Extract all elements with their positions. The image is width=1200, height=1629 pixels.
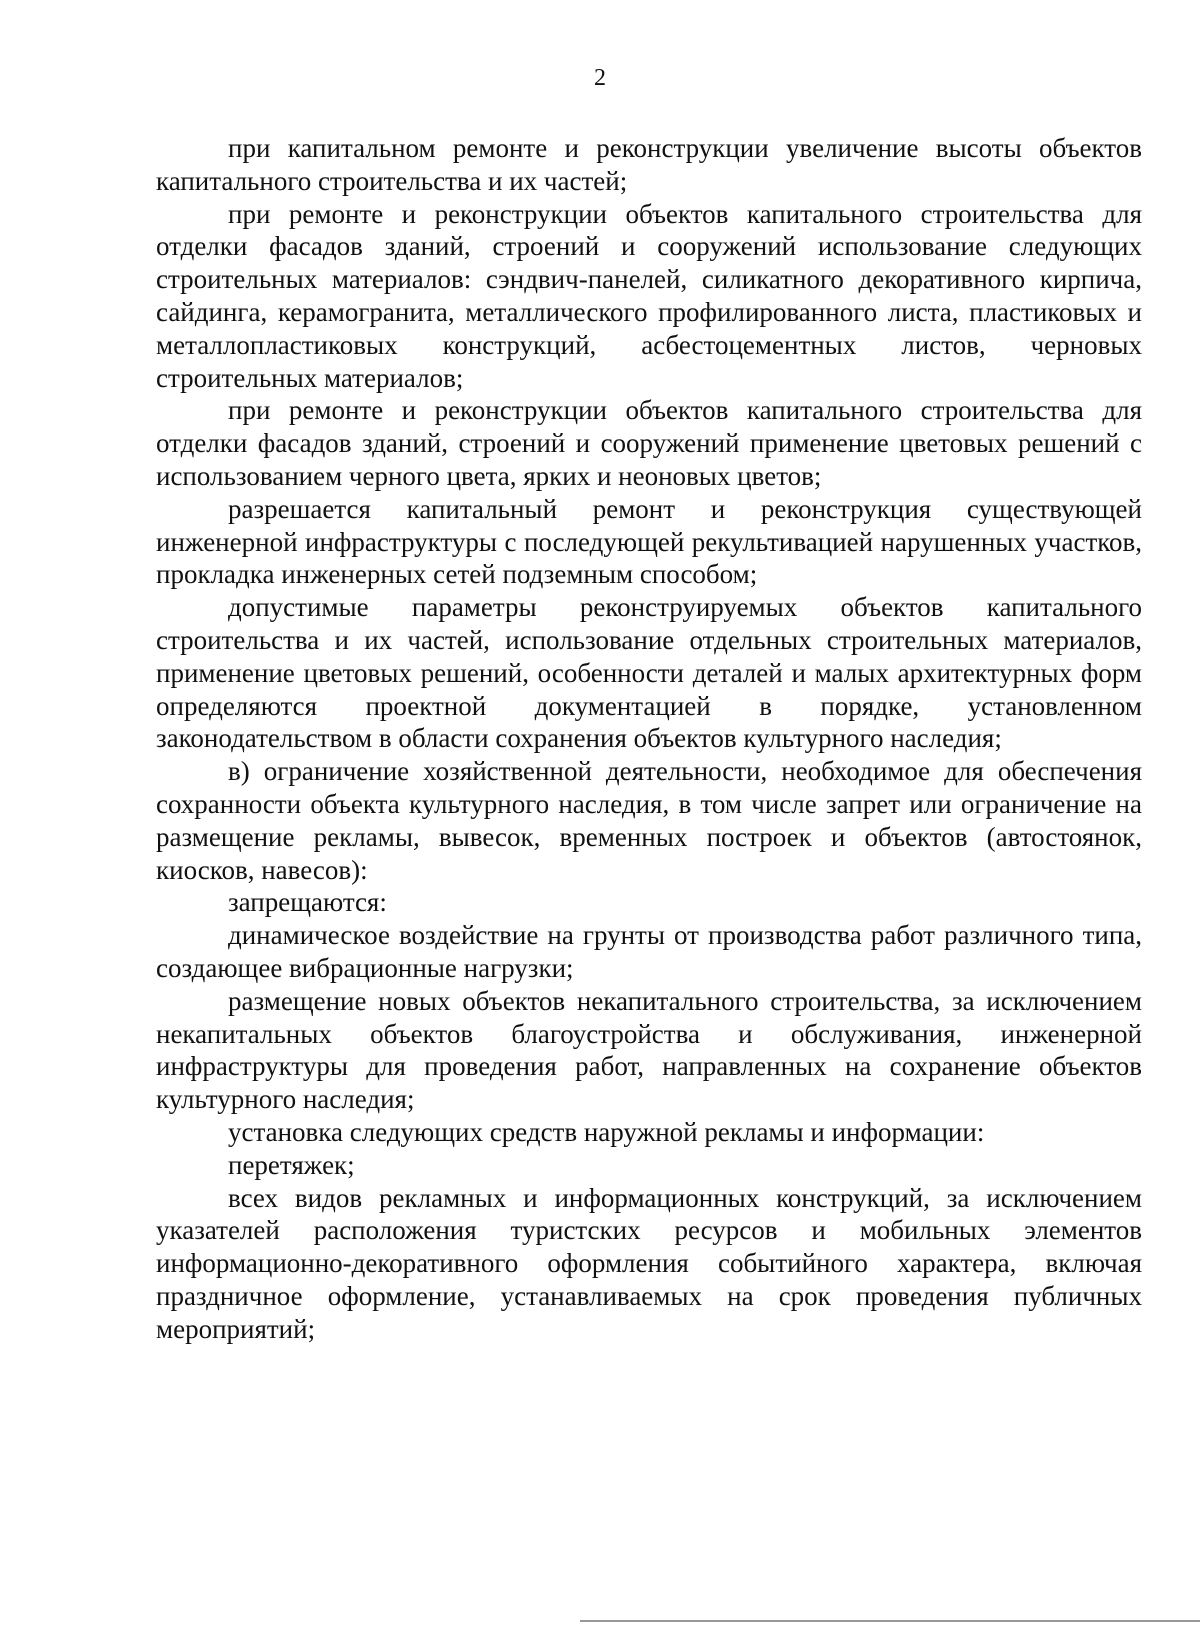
paragraph: динамическое воздействие на грунты от производства работ различного типа, создающее вибрационные нагрузки; xyxy=(156,920,1142,983)
document-body xyxy=(156,132,1142,1345)
page-number: 2 xyxy=(594,65,606,91)
paragraph: всех видов рекламных и информационных конструкций, за исключением указателей расположения туристских ресурсов и мобильных элементов информационно-декоративного оформления событийного характера, включая праздничное оформление, устанавливаемых на срок проведения публичных мероприятий; xyxy=(156,1182,1142,1344)
paragraph: в) ограничение хозяйственной деятельности, необходимое для обеспечения сохранности объекта культурного наследия, в том числе запрет или ограничение на размещение рекламы, вывесок, временных построек и объектов (автостоянок, киосков, навесов): xyxy=(156,756,1142,885)
paragraph: установка следующих средств наружной рекламы и информации: xyxy=(228,1116,985,1147)
paragraph: размещение новых объектов некапитального строительства, за исключением некапитальных объектов благоустройства и обслуживания, инженерной инфраструктуры для проведения работ, направленных на сохранение объектов культурного наследия; xyxy=(156,985,1142,1115)
paragraph: при ремонте и реконструкции объектов капитального строительства для отделки фасадов зданий, строений и сооружений применение цветовых решений с использованием черного цвета, ярких и неоновых цветов; xyxy=(156,395,1142,491)
paragraph: допустимые параметры реконструируемых объектов капитального строительства и их частей, использование отдельных строительных материалов, применение цветовых решений, особенности деталей и малых архитектурных форм определяются проектной документацией в порядке, установленном законодательством в области сохранения объектов культурного наследия; xyxy=(156,592,1142,754)
paragraph: перетяжек; xyxy=(228,1149,355,1180)
paragraph: при ремонте и реконструкции объектов капитального строительства для отделки фасадов зданий, строений и сооружений использование следующих строительных материалов: сэндвич-панелей, силикатного декоративного кирпича, сайдинга, керамогранита, металлического профилированного листа, пластиковых и металлопластиковых конструкций, асбестоцементных листов, черновых строительных материалов; xyxy=(156,198,1142,393)
paragraph: запрещаются: xyxy=(228,887,387,918)
paragraph: при капитальном ремонте и реконструкции увеличение высоты объектов капитального строительства и их частей; xyxy=(156,133,1142,196)
paragraph: разрешается капитальный ремонт и реконструкция существующей инженерной инфраструктуры с последующей рекультивацией нарушенных участков, прокладка инженерных сетей подземным способом; xyxy=(156,493,1142,590)
scan-edge-line xyxy=(580,1620,1200,1622)
